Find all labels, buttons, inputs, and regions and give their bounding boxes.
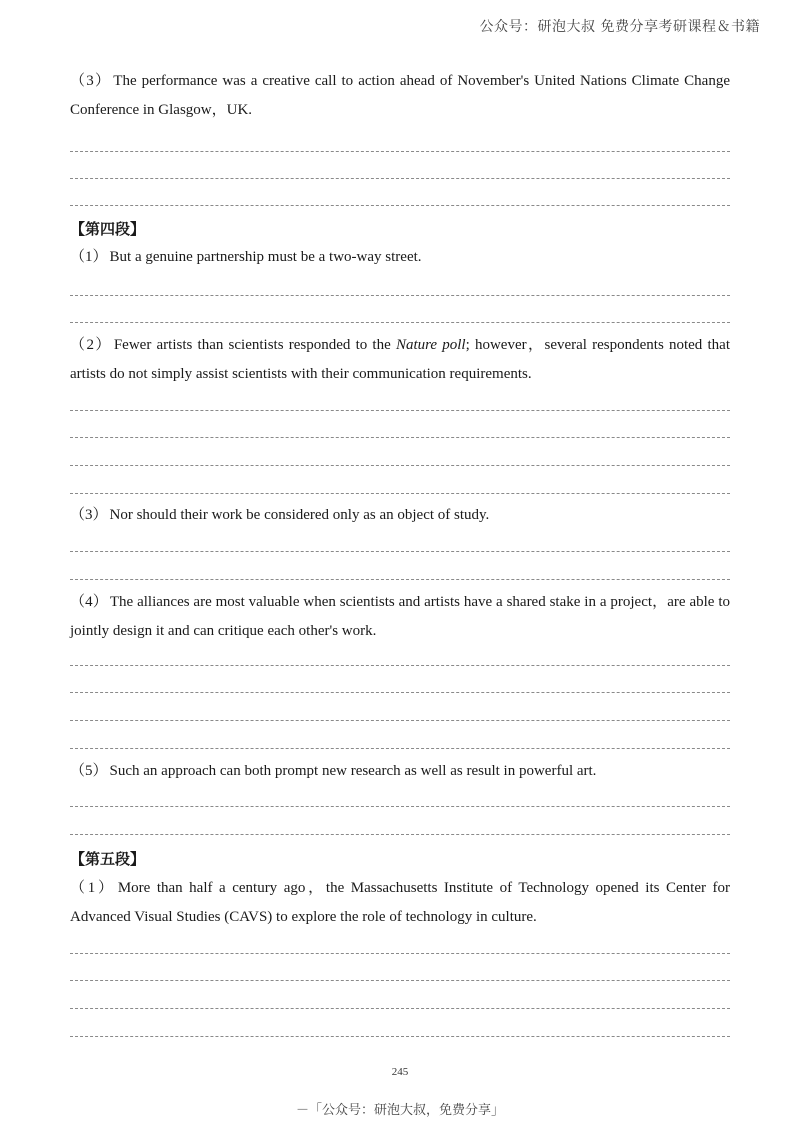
- watermark-text: 公众号：研泡大叔 免费分享考研课程＆书籍: [479, 19, 760, 35]
- section-heading-5: 【第五段】: [70, 850, 146, 868]
- sentence-text: But a genuine partnership must be a two-way street.: [109, 249, 422, 265]
- sentence-text: Nor should their work be considered only as an object of study.: [109, 507, 490, 523]
- sentence-text-continued: ; however，several respondents noted that artists do not simply assist scientists with their communication requirements.: [70, 337, 730, 382]
- sentence-text: More than half a century ago，the Massachusetts Institute of Technology opened its Center for Advanced Visual Studies (CAVS) to explore the role of technology in culture.: [70, 880, 730, 925]
- sentence-number: （3）: [70, 73, 112, 89]
- sentence-text: The alliances are most valuable when scientists and artists have a shared stake in a project，are able to jointly design it and can critique each other's work.: [70, 594, 730, 639]
- page-number: 245: [391, 1066, 409, 1078]
- answer-line: [70, 980, 730, 981]
- answer-line: [70, 322, 730, 323]
- answer-line: [70, 720, 730, 721]
- italic-term: Nature poll: [395, 337, 466, 353]
- sentence-number: （3）: [70, 507, 108, 523]
- paragraph-4-sentence-4: [70, 588, 730, 646]
- sentence-text: Fewer artists than scientists responded to the: [113, 337, 396, 353]
- sentence-text: Such an approach can both prompt new research as well as result in powerful art.: [109, 763, 597, 779]
- sentence-text: The performance was a creative call to action ahead of November's United Nations Climate Change Conference in Glasgow，UK.: [70, 73, 730, 118]
- paragraph-4-sentence-1: [70, 243, 730, 272]
- answer-line: [70, 579, 730, 580]
- paragraph-4-sentence-3: [70, 501, 730, 530]
- answer-line: [70, 1008, 730, 1009]
- sentence-number: （5）: [70, 763, 108, 779]
- answer-line: [70, 834, 730, 835]
- answer-line: [70, 205, 730, 206]
- paragraph-3-sentence-3: [70, 67, 730, 125]
- sentence-number: （4）: [70, 594, 108, 610]
- answer-line: [70, 692, 730, 693]
- paragraph-5-sentence-1: [70, 874, 730, 932]
- sentence-number: （2）: [70, 337, 112, 353]
- answer-line: [70, 748, 730, 749]
- footer-text: －「公众号：研泡大叔，免费分享」: [295, 1103, 504, 1118]
- sentence-number: （1）: [70, 880, 116, 896]
- answer-line: [70, 493, 730, 494]
- answer-line: [70, 1036, 730, 1037]
- answer-line: [70, 665, 730, 666]
- section-heading-4: 【第四段】: [70, 220, 146, 238]
- answer-line: [70, 551, 730, 552]
- paragraph-4-sentence-2: [70, 331, 730, 389]
- answer-line: [70, 953, 730, 954]
- answer-line: [70, 178, 730, 179]
- answer-line: [70, 465, 730, 466]
- answer-line: [70, 151, 730, 152]
- answer-line: [70, 410, 730, 411]
- answer-line: [70, 806, 730, 807]
- answer-line: [70, 437, 730, 438]
- answer-line: [70, 295, 730, 296]
- sentence-number: （1）: [70, 249, 108, 265]
- paragraph-4-sentence-5: [70, 757, 730, 786]
